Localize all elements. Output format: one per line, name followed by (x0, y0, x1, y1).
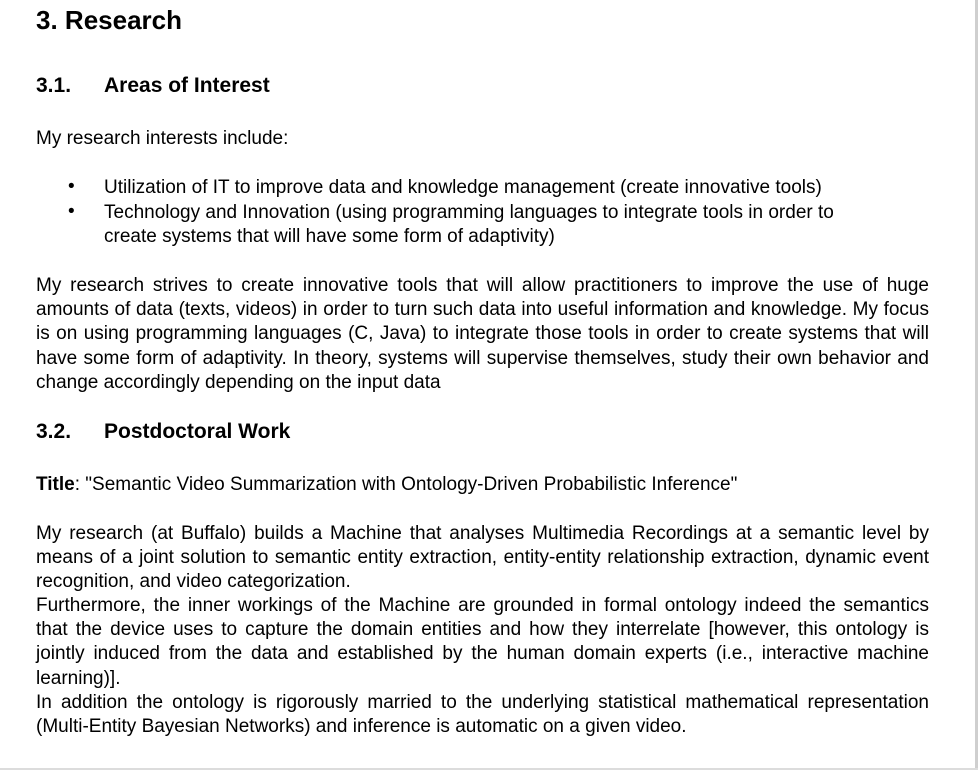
bullet-dot: • (68, 201, 75, 222)
section-heading (36, 5, 182, 36)
postdoc-paragraph-2: Furthermore, the inner workings of the Machine are grounded in formal ontology indeed the semantics that the device uses to capture the domain entities and how they interrelate [however, this ontology is jointly induced from the data and established by the human domain experts (i.e., interactive machine learning)]. (36, 595, 929, 689)
postdoc-paragraph-1: My research (at Buffalo) builds a Machine that analyses Multimedia Recordings at a semantic level by means of a joint solution to semantic entity extraction, entity-entity relationship extraction, dynamic event recognition, and video categorization. (36, 523, 929, 593)
subsection-title-postdoctoral-work: Postdoctoral Work (104, 420, 291, 443)
research-paragraph: My research strives to create innovative tools that will allow practitioners to improve the use of huge amounts of data (texts, videos) in order to turn such data into useful information and knowledge. My focus is on using programming languages (C, Java) to integrate those tools in order to create systems that will have some form of adaptivity. In theory, systems will supervise themselves, study their own behavior and change accordingly depending on the input data (36, 275, 929, 393)
interests-intro: My research interests include: (36, 128, 289, 149)
section-title: Research (64, 5, 182, 35)
bullet-item-2-line-1: Technology and Innovation (using programming languages to integrate tools in order to (104, 202, 834, 223)
bullet-dot: • (68, 176, 75, 197)
bullet-item-1: Utilization of IT to improve data and knowledge management (create innovative tools) (104, 177, 822, 198)
project-title-label: Title (36, 474, 75, 495)
subsection-number-3-2: 3.2. (36, 420, 72, 443)
subsection-number-3-1: 3.1. (36, 74, 72, 97)
bullet-item-2-line-2: create systems that will have some form of adaptivity) (104, 226, 555, 247)
project-title-line (36, 473, 737, 497)
section-number: 3. (36, 5, 58, 35)
postdoc-paragraph-3: In addition the ontology is rigorously married to the underlying statistical mathematical representation (Multi-Entity Bayesian Networks) and inference is automatic on a given video. (36, 692, 929, 738)
subsection-title-areas-of-interest: Areas of Interest (104, 74, 270, 97)
project-title-value: : "Semantic Video Summarization with Ontology-Driven Probabilistic Inference" (74, 474, 738, 495)
